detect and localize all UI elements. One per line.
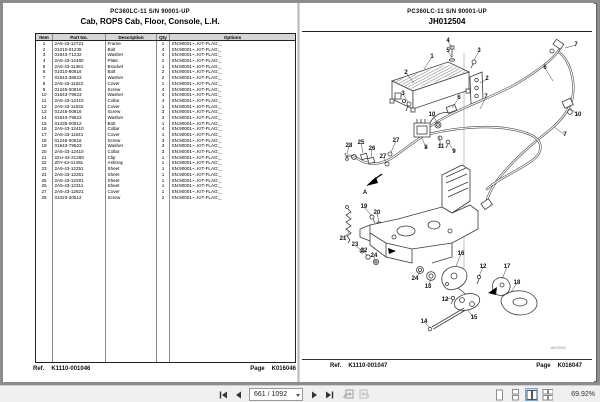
cell-part-no: 2A5-43-12721 <box>53 41 106 47</box>
cell-description: Clip <box>106 155 157 161</box>
pageno-value: K016046 <box>271 366 296 372</box>
cell-description: Screw <box>106 195 157 201</box>
callout-2: 2 <box>485 76 489 82</box>
cell-description: Ashtray <box>106 160 157 166</box>
callout-5: 5 <box>446 48 450 54</box>
cell-item: 8 <box>36 81 53 87</box>
next-page-icon <box>310 390 320 400</box>
cell-description: Frame <box>106 41 157 47</box>
cell-part-no: 2A5-43-11632 <box>53 104 106 110</box>
parts-table <box>35 33 296 363</box>
cell-part-no: 2A5-43-11622 <box>53 81 106 87</box>
cell-part-no: 2A5-43-12460 <box>53 58 106 64</box>
cell-description: Washer <box>106 75 157 81</box>
callout-A: A <box>362 190 368 196</box>
callout-26: 26 <box>368 146 376 152</box>
cell-options: SN:90001~..KIT-FLAG:_ <box>171 69 222 75</box>
callout-24: 24 <box>370 253 378 259</box>
layout-and-zoom <box>493 387 595 402</box>
previous-page-icon <box>233 390 243 400</box>
previous-page-button[interactable] <box>231 388 244 401</box>
callout-27: 27 <box>379 154 387 160</box>
cell-options: SN:90001~..KIT-FLAG:_ <box>171 120 222 126</box>
footer-right <box>314 363 586 373</box>
cell-description: Bracket <box>106 64 157 70</box>
page-right <box>300 3 594 382</box>
callout-17: 17 <box>503 264 511 270</box>
cell-item: 12 <box>36 104 53 110</box>
cell-part-no: 2A5-43-12311 <box>53 183 106 189</box>
callout-21: 21 <box>339 236 347 242</box>
cell-item: 27 <box>36 189 53 195</box>
ref-label: Ref. <box>330 363 342 369</box>
cell-item: 4 <box>36 58 53 64</box>
cell-description: Cover <box>106 81 157 87</box>
cell-description: Screw <box>106 87 157 93</box>
cell-qty: 1 <box>157 166 170 172</box>
callout-14: 14 <box>420 319 428 325</box>
callout-7: 7 <box>563 132 567 138</box>
cell-qty: 1 <box>157 183 170 189</box>
next-view-button[interactable] <box>357 388 370 401</box>
cell-item: 5 <box>36 64 53 70</box>
cell-qty: 1 <box>157 121 170 127</box>
cell-part-no: 2A5-43-12291 <box>53 178 106 184</box>
cell-part-no: 01643-79623 <box>53 115 106 121</box>
cell-qty: 4 <box>157 126 170 132</box>
cell-part-no: 2A5-43-12410 <box>53 98 106 104</box>
cell-description: Sheet <box>106 183 157 189</box>
cell-description: Sheet <box>106 166 157 172</box>
cell-options: SN:90001~..KIT-FLAG:_ <box>171 103 222 109</box>
exploded-parts-diagram <box>302 5 592 355</box>
col-item: Item <box>36 34 53 40</box>
cell-options: SN:90001~..KIT-FLAG:_ <box>171 75 222 81</box>
cell-part-no: 20Y-43-41491 <box>53 160 106 166</box>
cell-options: SN:90001~..KIT-FLAG:_ <box>171 183 222 189</box>
cell-qty: 4 <box>157 92 170 98</box>
two-page-continuous-layout-icon <box>542 389 553 401</box>
cell-description: Bolt <box>106 121 157 127</box>
cell-description: Screw <box>106 109 157 115</box>
model-header-right: PC360LC-11 S/N 90001-UP <box>407 9 487 15</box>
next-view-icon <box>358 389 369 400</box>
first-page-icon <box>218 390 228 400</box>
cell-qty: 4 <box>157 52 170 58</box>
previous-view-button[interactable] <box>342 388 355 401</box>
cell-part-no: 01245-00816 <box>53 109 106 115</box>
cell-description: Collar <box>106 149 157 155</box>
cell-qty: 1 <box>157 104 170 110</box>
callout-10: 10 <box>428 112 436 118</box>
next-page-button[interactable] <box>308 388 321 401</box>
cell-description: Washer <box>106 52 157 58</box>
cell-description: Cover <box>106 189 157 195</box>
callout-24: 24 <box>411 276 419 282</box>
callout-25: 25 <box>357 140 365 146</box>
view-arrow <box>366 174 382 186</box>
cell-item: 19 <box>36 143 53 149</box>
cell-description: Sheet <box>106 178 157 184</box>
cell-description: Screw <box>106 138 157 144</box>
cell-qty: 3 <box>157 143 170 149</box>
empty-cell <box>53 200 106 362</box>
col-description: Description <box>106 34 157 40</box>
cell-item: 14 <box>36 115 53 121</box>
controller-box <box>390 62 470 112</box>
cell-qty: 1 <box>157 189 170 195</box>
parts-table-header <box>36 34 295 41</box>
cell-qty: 3 <box>157 149 170 155</box>
callout-2: 2 <box>404 70 408 76</box>
cell-part-no: 01643-38623 <box>53 75 106 81</box>
cell-options: SN:90001~..KIT-FLAG:_ <box>171 52 222 58</box>
cell-options: SN:90001~..KIT-FLAG:_ <box>171 154 222 160</box>
cell-part-no: 2A5-43-12410 <box>53 149 106 155</box>
cell-part-no: 2A5-43-11381 <box>53 64 106 70</box>
cell-part-no: 2A5-43-11641 <box>53 132 106 138</box>
callout-28: 28 <box>345 143 353 149</box>
cell-qty: 1 <box>157 178 170 184</box>
cell-part-no: 01435-00812 <box>53 121 106 127</box>
callout-12: 12 <box>441 297 449 303</box>
callout-11: 11 <box>437 144 445 150</box>
callout-22: 22 <box>360 248 368 254</box>
footer-rule <box>302 359 592 360</box>
cell-options: SN:90001~..KIT-FLAG:_ <box>171 171 222 177</box>
callout-9: 9 <box>452 149 456 155</box>
cell-options: SN:90001~..KIT-FLAG:_ <box>171 46 222 52</box>
cell-qty: 1 <box>157 81 170 87</box>
cell-options: SN:90001~..KIT-FLAG:_ <box>171 58 222 64</box>
cell-qty: 2 <box>157 195 170 201</box>
callout-3: 3 <box>477 48 481 54</box>
two-page-continuous-layout-button[interactable] <box>541 388 554 401</box>
cell-options: SN:90001~..KIT-FLAG:_ <box>171 126 222 132</box>
callout-27: 27 <box>392 138 400 144</box>
callout-19: 19 <box>360 204 368 210</box>
cell-item: 13 <box>36 109 53 115</box>
empty-cell <box>170 200 295 362</box>
cell-item: 17 <box>36 132 53 138</box>
cell-description: Collar <box>106 126 157 132</box>
cell-options: SN:90001~..KIT-FLAG:_ <box>171 63 222 69</box>
cell-description: Collar <box>106 98 157 104</box>
cell-part-no: 01010-80616 <box>53 69 106 75</box>
last-page-button[interactable] <box>323 388 336 401</box>
callout-6: 6 <box>543 65 547 71</box>
cell-qty: 2 <box>157 58 170 64</box>
two-page-layout-icon <box>526 389 537 401</box>
callout-4: 4 <box>446 38 450 44</box>
zoom-level-label: 69.92% <box>571 391 595 398</box>
cell-options: SN:90001~..KIT-FLAG:_ <box>171 177 222 183</box>
cell-qty: 4 <box>157 87 170 93</box>
page-navigation <box>216 387 370 402</box>
last-page-icon <box>325 390 335 400</box>
cell-qty: 2 <box>157 75 170 81</box>
cell-qty: 4 <box>157 47 170 53</box>
cell-options: SN:90001~..KIT-FLAG:_ <box>171 143 222 149</box>
model-header-left: PC360LC-11 S/N 90001-UP <box>110 9 190 15</box>
cell-options: SN:90001~..KIT-FLAG:_ <box>171 137 222 143</box>
callout-8: 8 <box>424 145 428 151</box>
cell-part-no: 01023-20512 <box>53 195 106 201</box>
cell-item: 20 <box>36 149 53 155</box>
table-empty-area <box>36 200 295 362</box>
cell-item: 11 <box>36 98 53 104</box>
cell-part-no: 01643-71232 <box>53 52 106 58</box>
cell-item: 6 <box>36 69 53 75</box>
callout-15: 15 <box>470 315 478 321</box>
cell-qty: 1 <box>157 64 170 70</box>
continuous-layout-icon <box>510 389 521 401</box>
cell-description: Bolt <box>106 69 157 75</box>
pageno-value: K016047 <box>557 363 582 369</box>
cell-description: Cover <box>106 132 157 138</box>
two-page-layout-button[interactable] <box>525 388 538 401</box>
cell-description: Sheet <box>106 172 157 178</box>
cell-item: 7 <box>36 75 53 81</box>
cell-description: Bolt <box>106 47 157 53</box>
ref-label: Ref. <box>33 366 45 372</box>
callout-6: 6 <box>457 95 461 101</box>
cell-part-no: 01245-00816 <box>53 87 106 93</box>
mounting-bracket <box>470 72 483 104</box>
first-page-button[interactable] <box>216 388 229 401</box>
col-part-no: Part No. <box>53 34 106 40</box>
callout-16: 16 <box>457 251 465 257</box>
cell-qty: 3 <box>157 109 170 115</box>
cell-qty: 1 <box>157 132 170 138</box>
page-left <box>3 3 297 382</box>
cell-qty: 3 <box>157 138 170 144</box>
callout-13: 13 <box>424 284 432 290</box>
ref-value: K1110-001046 <box>51 366 91 372</box>
cell-qty: 1 <box>157 41 170 47</box>
cell-options: SN:90001~..KIT-FLAG:_ <box>171 92 222 98</box>
callout-7: 7 <box>484 94 488 100</box>
callout-12: 12 <box>479 264 487 270</box>
cell-description: Plate <box>106 58 157 64</box>
cell-options: SN:90001~..KIT-FLAG:_ <box>171 97 222 103</box>
cell-qty: 4 <box>157 98 170 104</box>
cell-qty: 1 <box>157 172 170 178</box>
cell-description: Cover <box>106 104 157 110</box>
pageno-label: Page <box>536 363 551 369</box>
cell-item: 2 <box>36 47 53 53</box>
empty-cell <box>36 200 53 362</box>
cell-qty: 1 <box>157 155 170 161</box>
cell-options: SN:90001~..KIT-FLAG:_ <box>171 194 222 200</box>
previous-view-icon <box>343 389 354 400</box>
cell-item: 25 <box>36 178 53 184</box>
cell-item: 28 <box>36 195 53 201</box>
cell-options: SN:90001~..KIT-FLAG:_ <box>171 132 222 137</box>
cell-options: SN:90001~..KIT-FLAG:_ <box>171 166 222 172</box>
cell-part-no: 2A5-43-12251 <box>53 166 106 172</box>
statusbar <box>0 385 600 402</box>
cell-item: 22 <box>36 160 53 166</box>
cell-options: SN:90001~..KIT-FLAG:_ <box>171 114 222 120</box>
cell-item: 3 <box>36 52 53 58</box>
cell-options: SN:90001~..KIT-FLAG:_ <box>171 80 222 86</box>
callout-10: 10 <box>574 112 582 118</box>
diagram-id-small: JH012504 <box>550 346 566 350</box>
cell-part-no: 22U-43-21260 <box>53 155 106 161</box>
cell-options: SN:90001~..KIT-FLAG:_ <box>171 188 222 194</box>
callout-7: 7 <box>574 42 578 48</box>
cell-description: Washer <box>106 115 157 121</box>
continuous-layout-button[interactable] <box>509 388 522 401</box>
cell-item: 9 <box>36 87 53 93</box>
callout-18: 18 <box>513 280 521 286</box>
cell-item: 24 <box>36 172 53 178</box>
footer-left <box>33 366 296 376</box>
page-number-input[interactable] <box>250 389 294 400</box>
single-page-layout-button[interactable] <box>493 388 506 401</box>
cell-part-no: 01643-79623 <box>53 143 106 149</box>
cell-item: 21 <box>36 155 53 161</box>
cell-item: 1 <box>36 41 53 47</box>
cell-description: Washer <box>106 92 157 98</box>
cell-part-no: 01643-79623 <box>53 92 106 98</box>
pageno-label: Page <box>250 366 265 372</box>
cell-qty: 3 <box>157 115 170 121</box>
page-title-right: JH012504 <box>428 17 466 26</box>
cell-part-no: 2A5-43-12410 <box>53 126 106 132</box>
empty-cell <box>157 200 170 362</box>
single-page-layout-icon <box>494 389 505 401</box>
cell-part-no: 01245-00816 <box>53 138 106 144</box>
parts-table-body <box>36 41 295 362</box>
cell-item: 10 <box>36 92 53 98</box>
cell-description: Washer <box>106 143 157 149</box>
cell-options: SN:90001~..KIT-FLAG:_ <box>171 86 222 92</box>
cell-qty: 1 <box>157 160 170 166</box>
callout-1: 1 <box>430 54 434 60</box>
chevron-down-icon <box>296 394 300 397</box>
callout-23: 23 <box>351 242 359 248</box>
cell-part-no: 2A5-43-12821 <box>53 189 106 195</box>
callout-20: 20 <box>373 210 381 216</box>
cell-options: SN:90001~..KIT-FLAG:_ <box>171 109 222 115</box>
callout-3: 3 <box>401 91 405 97</box>
page-number-combobox[interactable] <box>249 388 303 401</box>
cell-item: 16 <box>36 126 53 132</box>
page-title-left: Cab, ROPS Cab, Floor, Console, L.H. <box>80 17 220 26</box>
cell-options: SN:90001~..KIT-FLAG:_ <box>171 41 222 46</box>
col-options: Options <box>223 35 242 40</box>
col-qty: Qty <box>157 34 170 40</box>
cell-item: 26 <box>36 183 53 189</box>
cell-part-no: 2A5-43-12261 <box>53 172 106 178</box>
empty-cell <box>106 200 157 362</box>
cell-part-no: 01010-01235 <box>53 47 106 53</box>
cell-item: 18 <box>36 138 53 144</box>
cell-options: SN:90001~..KIT-FLAG:_ <box>171 149 222 155</box>
cell-qty: 2 <box>157 69 170 75</box>
cell-item: 23 <box>36 166 53 172</box>
cell-item: 15 <box>36 121 53 127</box>
cell-options: SN:90001~..KIT-FLAG:_ <box>171 160 222 166</box>
ref-value: K1110-001047 <box>348 363 388 369</box>
